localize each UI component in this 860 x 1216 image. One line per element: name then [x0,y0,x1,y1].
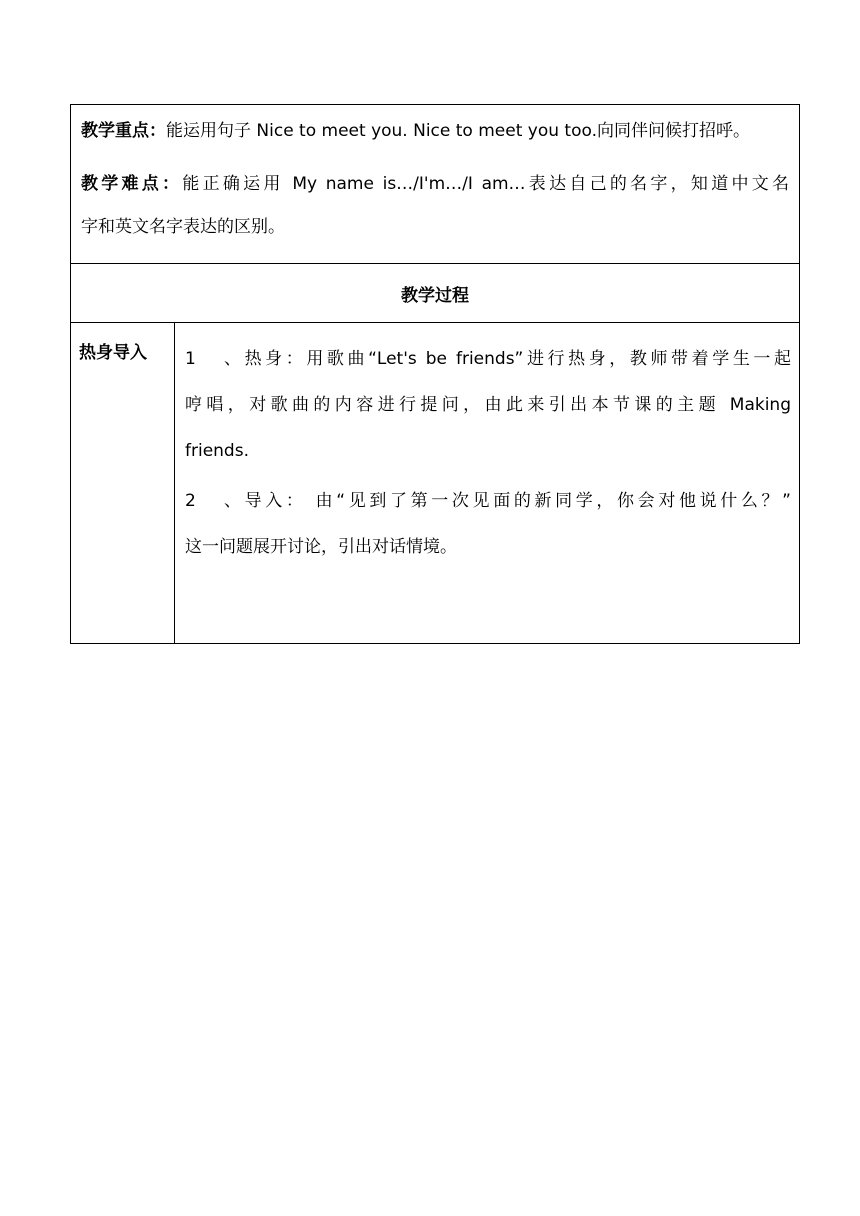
key-point-text: 能运用句子 Nice to meet you. Nice to meet you too.向同伴问候打招呼。 [166,121,750,141]
warmup-item-2-number: 2、 [185,491,241,511]
warmup-item-1-line3: friends. [185,441,249,461]
warmup-item-1-number: 1、 [185,349,241,369]
warmup-row [71,323,800,644]
difficulty-paragraph [81,161,789,247]
warmup-item-2-line1 [185,478,791,524]
warmup-item-1 [185,336,791,474]
difficulty-text-line1: 能正确运用 My name is…/I'm…/I am…表达自己的名字，知道中文名 [182,174,789,194]
warmup-item-2-line2: 这一问题展开讨论，引出对话情境。 [185,537,457,557]
warmup-content [175,323,800,644]
warmup-item-2-text1: 导入： 由“见到了第一次见面的新同学，你会对他说什么？” [241,491,791,511]
warmup-item-2 [185,478,791,570]
goals-row [71,105,800,264]
warmup-label: 热身导入 [71,323,175,644]
lesson-plan-table [70,104,800,644]
goals-cell [71,105,800,264]
warmup-item-1-line1 [185,336,791,382]
key-point-label: 教学重点： [81,121,166,141]
difficulty-text-line2: 字和英文名字表达的区别。 [81,217,285,237]
warmup-item-1-line2: 哼唱，对歌曲的内容进行提问，由此来引出本节课的主题 Making [185,395,791,415]
process-title: 教学过程 [71,264,800,323]
difficulty-first-line [81,161,789,207]
warmup-item-1-text1: 热身：用歌曲“Let's be friends”进行热身，教师带着学生一起 [241,349,791,369]
difficulty-label: 教学难点： [81,174,183,194]
key-point-paragraph [81,117,789,145]
process-header-row [71,264,800,323]
